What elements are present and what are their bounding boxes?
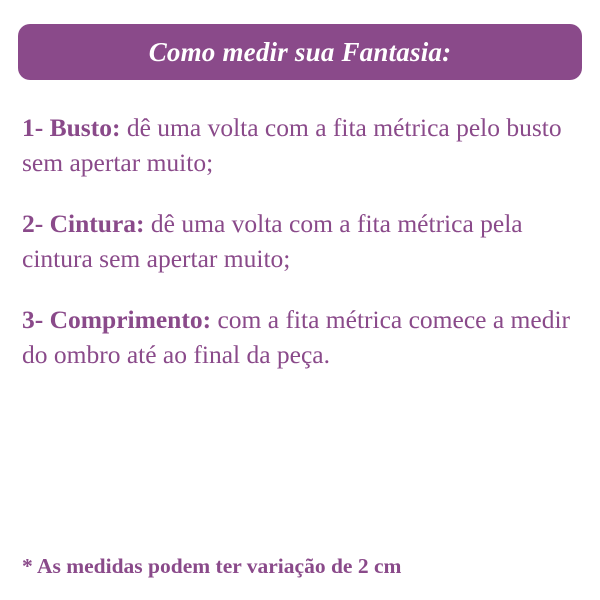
step-label-cintura: 2- Cintura: (22, 209, 145, 238)
step-text-cintura: dê uma volta com a fita métrica pela cintura sem apertar muito; (22, 209, 523, 273)
list-item (22, 110, 578, 180)
page-title: Como medir sua Fantasia: (148, 36, 452, 67)
step-text-busto: dê uma volta com a fita métrica pelo busto sem apertar muito; (22, 113, 562, 177)
step-text-comprimento: com a fita métrica comece a medir do ombro até ao final da peça. (22, 305, 571, 369)
list-item (22, 302, 578, 372)
instruction-list (22, 110, 578, 398)
footnote-text: * As medidas podem ter variação de 2 cm (22, 554, 402, 578)
list-item (22, 206, 578, 276)
step-label-busto: 1- Busto: (22, 113, 121, 142)
step-label-comprimento: 3- Comprimento: (22, 305, 212, 334)
header-banner (18, 24, 582, 80)
